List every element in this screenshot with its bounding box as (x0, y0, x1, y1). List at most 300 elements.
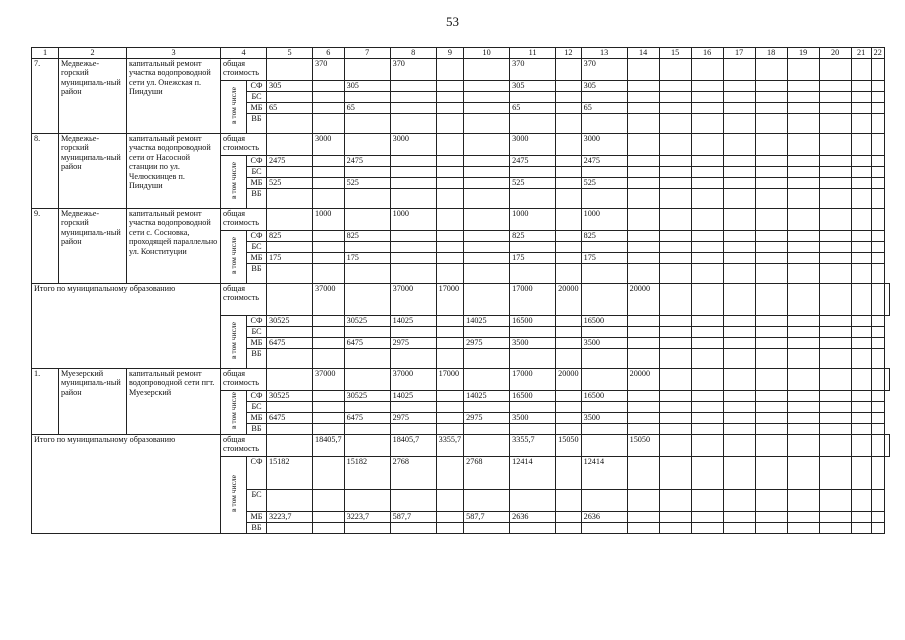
table-cell (755, 133, 787, 155)
table-cell (755, 315, 787, 326)
table-cell (556, 230, 581, 241)
table-cell (464, 166, 510, 177)
table-cell (819, 113, 851, 133)
table-cell (436, 412, 464, 423)
table-cell (691, 91, 723, 102)
table-cell (267, 283, 313, 315)
vertical-label-text: в том числе (228, 474, 238, 512)
district-name: Муезерский муниципаль-ный район (59, 368, 127, 434)
table-cell (556, 412, 581, 423)
table-cell (851, 283, 871, 315)
table-cell (819, 252, 851, 263)
table-cell (344, 326, 390, 337)
table-cell (787, 412, 819, 423)
table-cell (787, 230, 819, 241)
column-header: 2 (59, 48, 127, 59)
table-cell (755, 177, 787, 188)
table-cell (723, 489, 755, 511)
table-cell: 370 (313, 58, 345, 80)
table-cell (787, 368, 819, 390)
table-cell (464, 241, 510, 252)
table-cell (313, 522, 345, 533)
table-cell (464, 348, 510, 368)
table-cell (464, 113, 510, 133)
table-cell (787, 401, 819, 412)
table-cell (390, 80, 436, 91)
table-cell (723, 241, 755, 252)
table-cell: 3355,7 (510, 434, 556, 456)
table-cell (871, 230, 884, 241)
table-cell (755, 252, 787, 263)
table-cell (581, 241, 627, 252)
table-cell (581, 434, 627, 456)
table-cell (819, 401, 851, 412)
table-cell (313, 102, 345, 113)
table-cell (267, 522, 313, 533)
vertical-label-text: в том числе (228, 86, 238, 124)
table-cell (464, 188, 510, 208)
source-code: МБ (247, 177, 267, 188)
table-cell (691, 263, 723, 283)
table-cell (556, 102, 581, 113)
table-cell (313, 188, 345, 208)
table-cell (510, 91, 556, 102)
table-cell: 370 (390, 58, 436, 80)
table-cell (723, 58, 755, 80)
table-cell (871, 166, 884, 177)
table-cell (436, 166, 464, 177)
table-cell (787, 423, 819, 434)
table-cell (723, 102, 755, 113)
table-cell (464, 155, 510, 166)
table-cell (691, 401, 723, 412)
table-cell (691, 113, 723, 133)
cost-label: общая стоимость (221, 434, 267, 456)
table-cell (691, 489, 723, 511)
table-cell (627, 241, 659, 252)
column-header: 8 (390, 48, 436, 59)
table-cell (464, 263, 510, 283)
table-cell (436, 80, 464, 91)
table-cell (464, 252, 510, 263)
table-cell (556, 456, 581, 489)
source-code: БС (247, 166, 267, 177)
table-cell (871, 252, 884, 263)
table-cell (755, 434, 787, 456)
table-cell (851, 390, 871, 401)
table-cell (691, 390, 723, 401)
table-cell: 14025 (390, 315, 436, 326)
table-cell (267, 401, 313, 412)
column-header: 16 (691, 48, 723, 59)
table-cell (313, 401, 345, 412)
table-cell (871, 489, 884, 511)
table-cell (851, 166, 871, 177)
page-number: 53 (446, 14, 459, 29)
table-cell (436, 456, 464, 489)
table-cell (313, 155, 345, 166)
table-cell (691, 133, 723, 155)
table-cell: 17000 (436, 368, 464, 390)
table-cell: 16500 (581, 315, 627, 326)
table-cell (313, 326, 345, 337)
table-cell (755, 113, 787, 133)
table-cell (436, 188, 464, 208)
source-code: МБ (247, 511, 267, 522)
table-cell (436, 208, 464, 230)
table-cell (390, 177, 436, 188)
table-cell (627, 511, 659, 522)
table-cell (267, 326, 313, 337)
table-cell (723, 177, 755, 188)
table-cell (390, 102, 436, 113)
table-cell (344, 489, 390, 511)
table-cell (819, 368, 851, 390)
table-cell (390, 91, 436, 102)
source-code: ВБ (247, 348, 267, 368)
table-cell (436, 58, 464, 80)
table-cell (787, 113, 819, 133)
table-cell (723, 511, 755, 522)
column-header: 22 (871, 48, 884, 59)
table-cell (819, 177, 851, 188)
row-number: 8. (32, 133, 59, 208)
column-header: 19 (787, 48, 819, 59)
table-cell (267, 263, 313, 283)
table-cell (313, 166, 345, 177)
table-cell: 175 (344, 252, 390, 263)
column-header: 12 (556, 48, 581, 59)
table-cell (267, 58, 313, 80)
table-row (32, 208, 890, 230)
table-cell (659, 315, 691, 326)
table-cell (884, 434, 889, 456)
table-cell (871, 177, 884, 188)
table-cell: 1000 (313, 208, 345, 230)
table-cell (510, 188, 556, 208)
table-cell (723, 337, 755, 348)
table-cell: 305 (581, 80, 627, 91)
table-cell: 6475 (267, 337, 313, 348)
source-code: СФ (247, 315, 267, 326)
table-cell (267, 91, 313, 102)
table-cell: 2475 (581, 155, 627, 166)
table-cell (581, 401, 627, 412)
table-cell: 1000 (510, 208, 556, 230)
table-cell: 6475 (344, 337, 390, 348)
table-cell (390, 263, 436, 283)
table-cell (627, 412, 659, 423)
table-cell: 3500 (581, 412, 627, 423)
table-cell: 175 (581, 252, 627, 263)
table-cell (390, 348, 436, 368)
table-cell (723, 283, 755, 315)
table-cell (659, 155, 691, 166)
source-code: ВБ (247, 423, 267, 434)
table-cell (787, 91, 819, 102)
table-cell (659, 511, 691, 522)
table-cell (627, 456, 659, 489)
table-cell (755, 166, 787, 177)
table-cell (510, 489, 556, 511)
table-cell (851, 230, 871, 241)
table-cell (659, 390, 691, 401)
column-header: 10 (464, 48, 510, 59)
table-cell (627, 401, 659, 412)
table-cell (691, 188, 723, 208)
table-cell (755, 348, 787, 368)
vertical-label-text: в том числе (228, 236, 238, 274)
table-cell: 525 (344, 177, 390, 188)
table-cell: 525 (267, 177, 313, 188)
table-cell (659, 326, 691, 337)
table-cell: 15050 (627, 434, 659, 456)
table-cell (723, 252, 755, 263)
table-cell: 30525 (344, 390, 390, 401)
table-cell (755, 368, 787, 390)
table-cell: 3223,7 (267, 511, 313, 522)
table-row (32, 434, 890, 456)
table-cell (464, 91, 510, 102)
source-code: ВБ (247, 522, 267, 533)
table-cell (819, 522, 851, 533)
table-cell (659, 58, 691, 80)
table-cell (627, 230, 659, 241)
table-cell: 3000 (510, 133, 556, 155)
table-cell (313, 390, 345, 401)
column-header: 18 (755, 48, 787, 59)
table-cell (464, 401, 510, 412)
table-cell (581, 348, 627, 368)
table-cell (267, 434, 313, 456)
table-cell (755, 102, 787, 113)
vertical-label-text: в том числе (228, 321, 238, 359)
table-cell (851, 456, 871, 489)
table-cell (819, 80, 851, 91)
table-cell: 15182 (344, 456, 390, 489)
table-cell (313, 423, 345, 434)
table-cell (851, 155, 871, 166)
table-cell (659, 230, 691, 241)
table-cell: 2475 (510, 155, 556, 166)
table-cell (344, 91, 390, 102)
table-cell (871, 208, 884, 230)
table-cell (581, 188, 627, 208)
table-cell (464, 102, 510, 113)
table-cell (884, 368, 889, 390)
table-cell (556, 390, 581, 401)
table-cell (819, 58, 851, 80)
table-cell: 65 (510, 102, 556, 113)
table-cell (344, 263, 390, 283)
source-code: МБ (247, 412, 267, 423)
table-cell: 12414 (581, 456, 627, 489)
table-cell (556, 80, 581, 91)
column-header: 15 (659, 48, 691, 59)
column-header: 7 (344, 48, 390, 59)
table-cell (691, 166, 723, 177)
table-cell (510, 401, 556, 412)
vertical-label (221, 80, 247, 133)
table-cell (787, 102, 819, 113)
table-cell (627, 522, 659, 533)
table-cell (436, 102, 464, 113)
table-cell (787, 511, 819, 522)
table-cell (819, 188, 851, 208)
table-cell (851, 241, 871, 252)
table-cell: 20000 (556, 283, 581, 315)
table-cell (627, 133, 659, 155)
table-cell: 305 (267, 80, 313, 91)
table-cell: 17000 (510, 368, 556, 390)
table-cell (556, 401, 581, 412)
table-cell (691, 241, 723, 252)
table-cell (390, 522, 436, 533)
source-code: МБ (247, 102, 267, 113)
table-cell (819, 315, 851, 326)
column-header: 11 (510, 48, 556, 59)
table-cell: 12414 (510, 456, 556, 489)
table-cell (556, 58, 581, 80)
table-cell: 525 (581, 177, 627, 188)
table-cell (436, 177, 464, 188)
table-cell (390, 489, 436, 511)
table-cell (436, 348, 464, 368)
column-header: 20 (819, 48, 851, 59)
table-cell (581, 368, 627, 390)
source-code: ВБ (247, 113, 267, 133)
table-cell: 6475 (344, 412, 390, 423)
table-cell (510, 241, 556, 252)
district-name: Медвежье-горский муниципаль-ный район (59, 208, 127, 283)
table-cell (436, 133, 464, 155)
table-cell (464, 489, 510, 511)
table-cell (344, 434, 390, 456)
table-cell (390, 155, 436, 166)
source-code: ВБ (247, 188, 267, 208)
table-cell: 2768 (464, 456, 510, 489)
table-cell (819, 412, 851, 423)
table-cell (851, 58, 871, 80)
table-cell: 175 (510, 252, 556, 263)
table-cell: 3500 (510, 412, 556, 423)
table-cell (691, 315, 723, 326)
table-cell (871, 91, 884, 102)
table-cell (313, 241, 345, 252)
table-cell: 3500 (581, 337, 627, 348)
table-cell (659, 188, 691, 208)
table-cell (723, 113, 755, 133)
table-cell: 175 (267, 252, 313, 263)
table-cell (659, 241, 691, 252)
table-cell (313, 177, 345, 188)
table-cell (436, 423, 464, 434)
table-cell (851, 102, 871, 113)
table-cell (344, 401, 390, 412)
table-cell (313, 80, 345, 91)
table-cell (313, 91, 345, 102)
table-cell (344, 133, 390, 155)
table-cell (659, 434, 691, 456)
table-cell (659, 133, 691, 155)
table-cell (819, 434, 851, 456)
cost-label: общая стоимость (221, 283, 267, 315)
table-cell: 2475 (267, 155, 313, 166)
table-cell (659, 368, 691, 390)
row-number: 9. (32, 208, 59, 283)
table-cell (871, 283, 884, 315)
table-cell (659, 263, 691, 283)
column-header: 3 (127, 48, 221, 59)
table-cell: 30525 (267, 315, 313, 326)
table-cell: 16500 (510, 315, 556, 326)
table-cell (390, 188, 436, 208)
table-cell (464, 208, 510, 230)
table-cell (871, 522, 884, 533)
source-code: СФ (247, 456, 267, 489)
table-cell (851, 434, 871, 456)
table-cell (871, 102, 884, 113)
table-cell (556, 113, 581, 133)
table-cell (436, 113, 464, 133)
table-cell (267, 489, 313, 511)
table-cell (691, 412, 723, 423)
table-cell (556, 241, 581, 252)
table-cell (723, 230, 755, 241)
table-cell (313, 348, 345, 368)
table-cell (691, 177, 723, 188)
table-cell (627, 91, 659, 102)
district-name: Медвежье-горский муниципаль-ный район (59, 133, 127, 208)
column-header: 1 (32, 48, 59, 59)
table-cell (556, 91, 581, 102)
table-cell (755, 412, 787, 423)
table-cell (871, 434, 884, 456)
table-cell (723, 91, 755, 102)
table-cell (627, 80, 659, 91)
work-description: капитальный ремонт участка водопроводной сети ул. Онежская п. Пиндуши (127, 58, 221, 133)
table-cell (556, 326, 581, 337)
table-cell: 6475 (267, 412, 313, 423)
table-cell (436, 91, 464, 102)
table-cell (627, 263, 659, 283)
table-cell (851, 337, 871, 348)
table-cell: 2975 (390, 412, 436, 423)
table-cell (819, 326, 851, 337)
table-cell (819, 511, 851, 522)
table-cell (723, 188, 755, 208)
table-cell (755, 390, 787, 401)
table-cell (627, 166, 659, 177)
table-cell: 65 (267, 102, 313, 113)
column-header: 13 (581, 48, 627, 59)
table-row (32, 133, 890, 155)
table-cell (691, 326, 723, 337)
vertical-label-text: в том числе (228, 392, 238, 430)
table-cell (819, 283, 851, 315)
table-cell (581, 91, 627, 102)
table-cell (787, 390, 819, 401)
table-cell (723, 522, 755, 533)
table-cell: 3000 (313, 133, 345, 155)
table-cell (787, 166, 819, 177)
table-cell (755, 230, 787, 241)
table-cell (627, 188, 659, 208)
table-cell (787, 315, 819, 326)
table-cell: 20000 (627, 368, 659, 390)
table-cell (871, 188, 884, 208)
table-cell (510, 348, 556, 368)
